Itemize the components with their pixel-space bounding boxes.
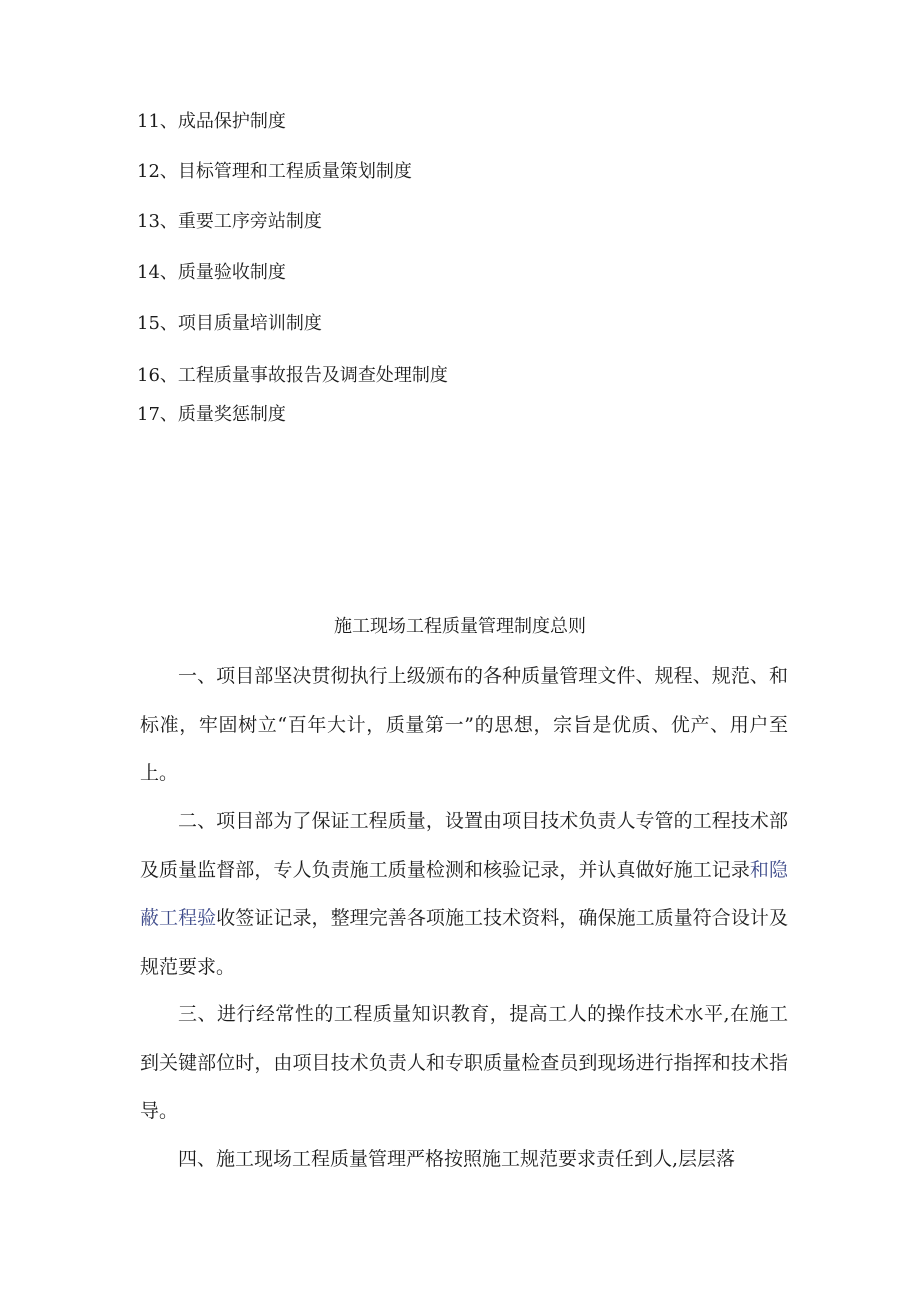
- paragraph-2-text-b: 收签证记录，整理完善各项施工技术资料，确保施工质量符合设计及规范要求。: [140, 907, 788, 978]
- list-item: 17、质量奖惩制度: [137, 404, 286, 425]
- list-item: 11、成品保护制度: [137, 111, 286, 132]
- list-item: 13、重要工序旁站制度: [137, 211, 322, 232]
- hidden-works-link[interactable]: 和隐蔽工程验: [140, 858, 788, 929]
- list-item: 12、目标管理和工程质量策划制度: [137, 161, 412, 182]
- paragraph-2: [140, 797, 788, 991]
- paragraph-2-text-a: 二、项目部为了保证工程质量，设置由项目技术负责人专管的工程技术部及质量监督部，专人负责施工质量检测和核验记录，并认真做好施工记录: [140, 810, 788, 881]
- paragraph-3: 三、进行经常性的工程质量知识教育，提高工人的操作技术水平,在施工到关键部位时，由项目技术负责人和专职质量检查员到现场进行指挥和技术指导。: [140, 1003, 788, 1122]
- list-item: 15、项目质量培训制度: [137, 313, 322, 334]
- list-item: 16、工程质量事故报告及调查处理制度: [137, 365, 448, 386]
- section-title: 施工现场工程质量管理制度总则: [334, 616, 586, 637]
- paragraph-1: 一、项目部坚决贯彻执行上级颁布的各种质量管理文件、规程、规范、和标准，牢固树立“百年大计，质量第一”的思想，宗旨是优质、优产、用户至上。: [140, 665, 788, 784]
- list-item: 14、质量验收制度: [137, 262, 286, 283]
- paragraph-4: 四、施工现场工程质量管理严格按照施工规范要求责任到人,层层落: [178, 1148, 736, 1170]
